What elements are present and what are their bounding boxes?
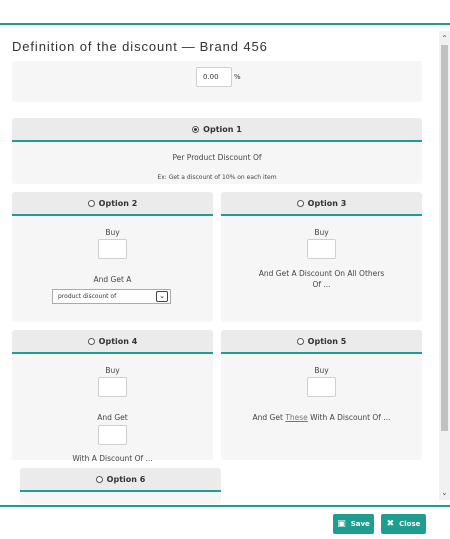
option-2-discount-select[interactable] <box>52 289 171 304</box>
option-5-label: Option 5 <box>307 336 347 346</box>
option-1-text: Per Product Discount Of <box>172 153 262 162</box>
chevron-down-icon[interactable]: ⌄ <box>156 291 168 302</box>
option-5-text <box>221 413 422 422</box>
option-3-radio[interactable] <box>297 200 304 207</box>
option-4-buy-input[interactable] <box>98 377 127 397</box>
option-3-label: Option 3 <box>307 198 347 208</box>
close-label: Close <box>399 520 421 528</box>
option-1-label: Option 1 <box>203 124 242 134</box>
option-1-example: Ex: Get a discount of 10% on each item <box>157 174 277 181</box>
option-3-text-line1: And Get A Discount On All Others <box>258 269 385 278</box>
scrollbar-thumb[interactable] <box>441 45 448 431</box>
option-3-text-line2: Of ... <box>312 280 331 289</box>
option-6-header[interactable] <box>20 468 221 492</box>
option-2-header[interactable] <box>12 192 213 216</box>
option-2-radio[interactable] <box>88 200 95 207</box>
vertical-scrollbar[interactable] <box>439 31 450 500</box>
option-3-header[interactable] <box>221 192 422 216</box>
option-4-buy-label: Buy <box>105 366 120 375</box>
option-5-text-post: With A Discount Of ... <box>307 413 391 422</box>
option-4-panel <box>12 330 213 463</box>
chevron-down-icon[interactable]: ⌄ <box>441 488 448 497</box>
save-button[interactable] <box>333 514 374 534</box>
option-2-buy-label: Buy <box>105 228 120 237</box>
page-title <box>12 39 268 54</box>
option-2-and-get-label: And Get A <box>93 275 132 284</box>
option-1-panel <box>12 118 422 184</box>
option-4-header[interactable] <box>12 330 213 354</box>
option-4-and-get-label: And Get <box>97 413 128 422</box>
option-3-panel <box>221 192 422 322</box>
option-6-label: Option 6 <box>106 474 146 484</box>
close-button[interactable] <box>381 514 426 534</box>
option-2-label: Option 2 <box>98 198 138 208</box>
option-5-radio[interactable] <box>297 338 304 345</box>
header-accent-rule <box>0 23 450 25</box>
chevron-up-icon[interactable]: ⌃ <box>441 34 448 43</box>
x-icon: ✖ <box>386 518 395 529</box>
percent-input[interactable]: 0.00 <box>196 67 232 87</box>
option-2-buy-input[interactable] <box>98 239 127 259</box>
footer-accent-rule <box>0 505 450 507</box>
option-4-radio[interactable] <box>88 338 95 345</box>
option-5-panel <box>221 330 422 460</box>
option-4-label: Option 4 <box>98 336 138 346</box>
percent-unit: % <box>234 73 241 81</box>
save-label: Save <box>350 520 370 528</box>
option-4-with-label: With A Discount Of ... <box>72 454 153 463</box>
option-5-header[interactable] <box>221 330 422 354</box>
option-5-buy-label: Buy <box>314 366 329 375</box>
title-dash: — <box>181 39 196 54</box>
option-3-buy-input[interactable] <box>307 239 336 259</box>
option-1-radio[interactable] <box>192 126 199 133</box>
option-5-text-pre: And Get <box>252 413 286 422</box>
option-5-buy-input[interactable] <box>307 377 336 397</box>
title-brand: Brand 456 <box>199 39 268 54</box>
floppy-icon: ▣ <box>337 518 346 529</box>
option-1-header[interactable] <box>12 118 422 142</box>
option-5-these-link[interactable]: These <box>285 413 308 422</box>
option-3-buy-label: Buy <box>314 228 329 237</box>
title-prefix: Definition of the discount <box>12 39 178 54</box>
option-6-panel <box>20 468 221 504</box>
option-4-get-input[interactable] <box>98 425 127 445</box>
option-6-radio[interactable] <box>96 476 103 483</box>
option-2-select-value: product discount of <box>58 293 117 300</box>
